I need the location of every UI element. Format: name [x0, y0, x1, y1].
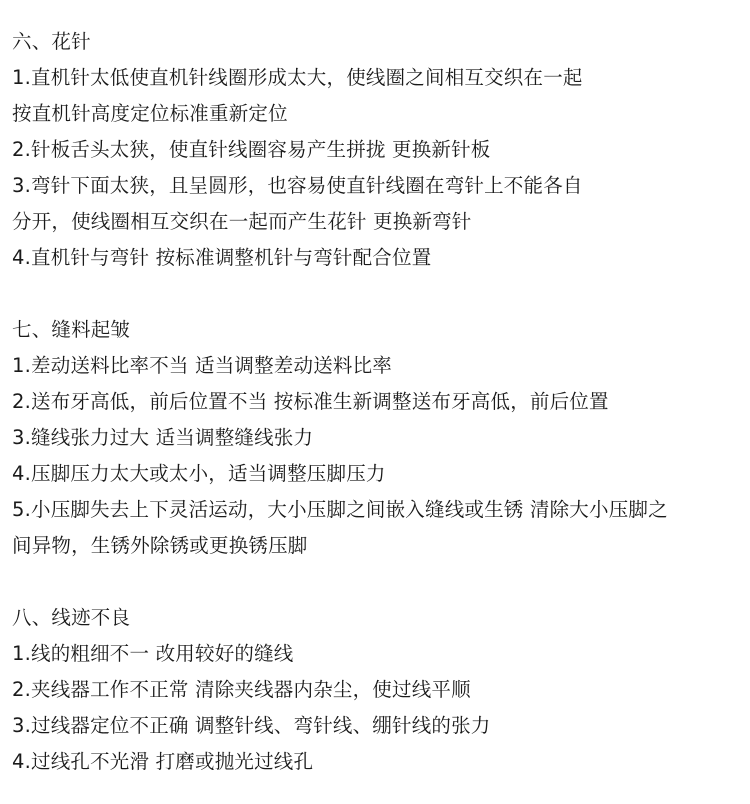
text-line: 4.直机针与弯针 按标准调整机针与弯针配合位置	[12, 246, 432, 269]
text-line: 间异物，生锈外除锈或更换锈压脚	[12, 534, 308, 557]
section-heading: 八、线迹不良	[12, 606, 131, 629]
text-line: 3.过线器定位不正确 调整针线、弯针线、绷针线的张力	[12, 714, 491, 737]
text-line: 2.送布牙高低，前后位置不当 按标准生新调整送布牙高低，前后位置	[12, 390, 609, 413]
text-line: 1.差动送料比率不当 适当调整差动送料比率	[12, 354, 393, 377]
text-line: 2.针板舌头太狭，使直针线圈容易产生拼拢 更换新针板	[12, 138, 491, 161]
text-line: 4.过线孔不光滑 打磨或抛光过线孔	[12, 750, 314, 773]
section-heading: 六、花针	[12, 30, 91, 53]
text-line: 1.线的粗细不一 改用较好的缝线	[12, 642, 294, 665]
section-spacer	[12, 276, 742, 312]
section-heading: 七、缝料起皱	[12, 318, 131, 341]
text-line: 2.夹线器工作不正常 清除夹线器内杂尘，使过线平顺	[12, 678, 471, 701]
text-line: 1.直机针太低使直机针线圈形成太大，使线圈之间相互交织在一起	[12, 66, 583, 89]
section-spacer	[12, 564, 742, 600]
document-body	[12, 24, 742, 780]
text-line: 5.小压脚失去上下灵活运动，大小压脚之间嵌入缝线或生锈 清除大小压脚之	[12, 498, 668, 521]
text-line: 4.压脚压力太大或太小，适当调整压脚压力	[12, 462, 386, 485]
text-line: 3.缝线张力过大 适当调整缝线张力	[12, 426, 314, 449]
text-line: 分开，使线圈相互交织在一起而产生花针 更换新弯针	[12, 210, 472, 233]
text-line: 3.弯针下面太狭，且呈圆形，也容易使直针线圈在弯针上不能各自	[12, 174, 583, 197]
text-line: 按直机针高度定位标准重新定位	[12, 102, 288, 125]
